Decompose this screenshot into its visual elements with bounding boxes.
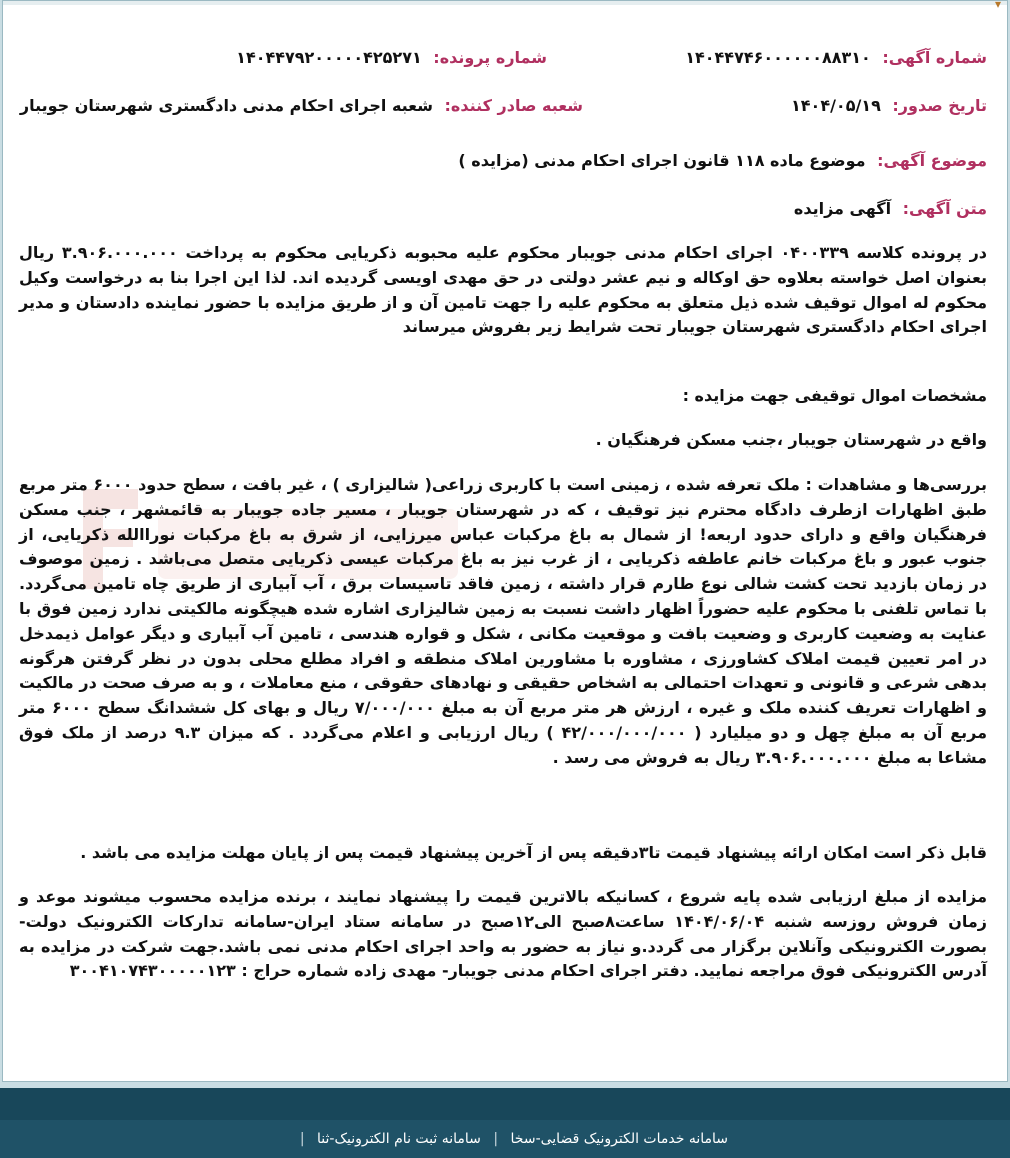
notice-panel xyxy=(2,0,1008,1082)
case-number-label: شماره پرونده: xyxy=(433,48,547,67)
subject-label: موضوع آگهی: xyxy=(877,151,987,170)
footer-link-sakha[interactable]: سامانه خدمات الکترونیک قضایی-سخا xyxy=(510,1131,728,1147)
issuer-value: شعبه اجرای احکام مدنی دادگستری شهرستان جویبار xyxy=(19,96,433,115)
body-paragraph-2: مشخصات اموال توقیفی جهت مزایده : xyxy=(682,386,987,405)
notice-number-value: ۱۴۰۴۴۷۴۶۰۰۰۰۰۰۸۸۳۱۰ xyxy=(685,48,871,67)
case-number xyxy=(236,43,547,73)
issue-date xyxy=(791,91,987,121)
notice-body-heading xyxy=(794,199,987,218)
notice-number-label: شماره آگهی: xyxy=(882,48,987,67)
body-label: متن آگهی: xyxy=(902,199,987,218)
issue-date-label: تاریخ صدور: xyxy=(892,96,987,115)
meta-row-2 xyxy=(21,91,987,121)
body-paragraph-5: قابل ذکر است امکان ارائه پیشنهاد قیمت تا۳دقیقه پس از آخرین پیشنهاد قیمت پس از پایان مهلت مزایده می باشد . xyxy=(80,843,987,862)
body-paragraph-1: در پرونده کلاسه ۰۴۰۰۳۳۹ اجرای احکام مدنی جویبار محکوم علیه محبوبه ذکریایی محکوم به پرداخت ۳.۹۰۶.۰۰۰.۰۰۰ ریال بعنوان اصل خواسته بعلاوه حق اوکاله و نیم عشر دولتی در حق مهدی اویسی گردیده اند. لذا این اجرا بنا به درخواست وکیل محکوم له اموال توقیف شده ذیل متعلق به محکوم علیه را جهت تامین آن و از طریق مزایده با حضور نماینده دادستان و مدیر اجرای احکام دادگستری شهرستان جویبار تحت شرایط زیر بفروش میرساند xyxy=(19,243,987,337)
footer-link-sana[interactable]: سامانه ثبت نام الکترونیک-ثنا xyxy=(317,1131,481,1147)
body-paragraph-4: بررسی‌ها و مشاهدات : ملک تعرفه شده ، زمینی است با کاربری زراعی( شالیزاری ) ، غیر بافت ، سطح حدود ۶۰۰۰ متر مربع طبق اظهارات ازطرف دادگاه محترم نیز توقیف ، که در شهرستان جویبار ، مسیر جاده جویبار به قائمشهر ، جنب مسکن فرهنگیان واقع و دارای حدود اربعه! از شمال به باغ مرکبات عباس میرزایی، از شرق به باغ مرکبات نوراالله ذکریایی، از جنوب عبور و باغ مرکبات خانم عاطفه ذکریایی ، از غرب نیز به باغ مرکبات عیسی ذکریایی متصل می‌باشد . زمین موصوف در زمان بازدید تحت کشت شالی نوع طارم قرار داشته ، زمین فاقد تاسیسات برق ، آب آبیاری از طریق چاه تامین می‌گردد. با تماس تلفنی با محکوم علیه حضوراً اظهار داشت نسبت به زمین شالیزاری اشاره شده هیچگونه مالکیتی ندارد زمین فوق با عنایت به وضعیت کاربری و وضعیت بافت و موقعیت مکانی ، شکل و قواره هندسی ، تامین آب آبیاری و دیگر عوامل ذیمدخل در امر تعیین قیمت املاک کشاورزی ، مشاوره با مشاورین املاک منطقه و افراد مطلع محلی بدون در نظر گرفتن هرگونه بدهی شرعی و قانونی و تعهدات احتمالی به اشخاص حقیقی و نهادهای حقوقی ، منع معاملات ، و به صرف صحت در مالکیت و اظهارات تعریف کننده ملک و غیره ، ارزش هر متر مربع آن به مبلغ ۷/۰۰۰/۰۰۰ ریال و بهای کل ششدانگ سطح ۶۰۰۰ متر مربع آن به مبلغ چهل و دو میلیارد ( ۴۲/۰۰۰/۰۰۰/۰۰۰ ) ریال ارزیابی و اعلام می‌گردد . که میزان ۹.۳ درصد از ملک فوق مشاعا به مبلغ ۳.۹۰۶.۰۰۰.۰۰۰ ریال به فروش می رسد . xyxy=(19,475,988,767)
issue-date-value: ۱۴۰۴/۰۵/۱۹ xyxy=(791,96,881,115)
footer-link-bar xyxy=(0,1120,1010,1158)
notice-number xyxy=(685,43,987,73)
meta-row-1 xyxy=(21,43,987,73)
close-icon[interactable]: ▾ xyxy=(994,0,1002,11)
footer-separator: | xyxy=(493,1131,499,1147)
issuer-label: شعبه صادر کننده: xyxy=(444,96,583,115)
issuer xyxy=(20,91,583,121)
notice-subject xyxy=(458,151,987,170)
body-title: آگهی مزایده xyxy=(793,199,892,218)
subject-value: موضوع ماده ۱۱۸ قانون اجرای احکام مدنی (مزایده ) xyxy=(458,151,866,170)
body-paragraph-3: واقع در شهرستان جویبار ،جنب مسکن فرهنگیان . xyxy=(595,430,987,449)
footer-separator-end: | xyxy=(299,1131,305,1147)
body-paragraph-6: مزایده از مبلغ ارزیابی شده پایه شروع ، کسانیکه بالاترین قیمت را پیشنهاد نمایند ، برنده مزایده محسوب میشوند موعد و زمان فروش روزسه شنبه ۱۴۰۴/۰۶/۰۴ ساعت۸صبح الی۱۲صبح در سامانه ستاد ایران-سامانه تدارکات الکترونیک دولت-بصورت الکترونیکی وآنلاین برگزار می گردد.و نیاز به حضور به واحد اجرای احکام مدنی نمی باشد.جهت شرکت در مزایده به آدرس الکترونیکی فوق مراجعه نمایید. دفتر اجرای احکام مدنی جویبار- مهدی زاده شماره حراج : ۳۰۰۴۱۰۷۴۳۰۰۰۰۰۱۲۳ xyxy=(19,887,988,981)
case-number-value: ۱۴۰۴۴۷۹۲۰۰۰۰۰۴۲۵۲۷۱ xyxy=(236,48,422,67)
footer-links xyxy=(296,1120,732,1158)
